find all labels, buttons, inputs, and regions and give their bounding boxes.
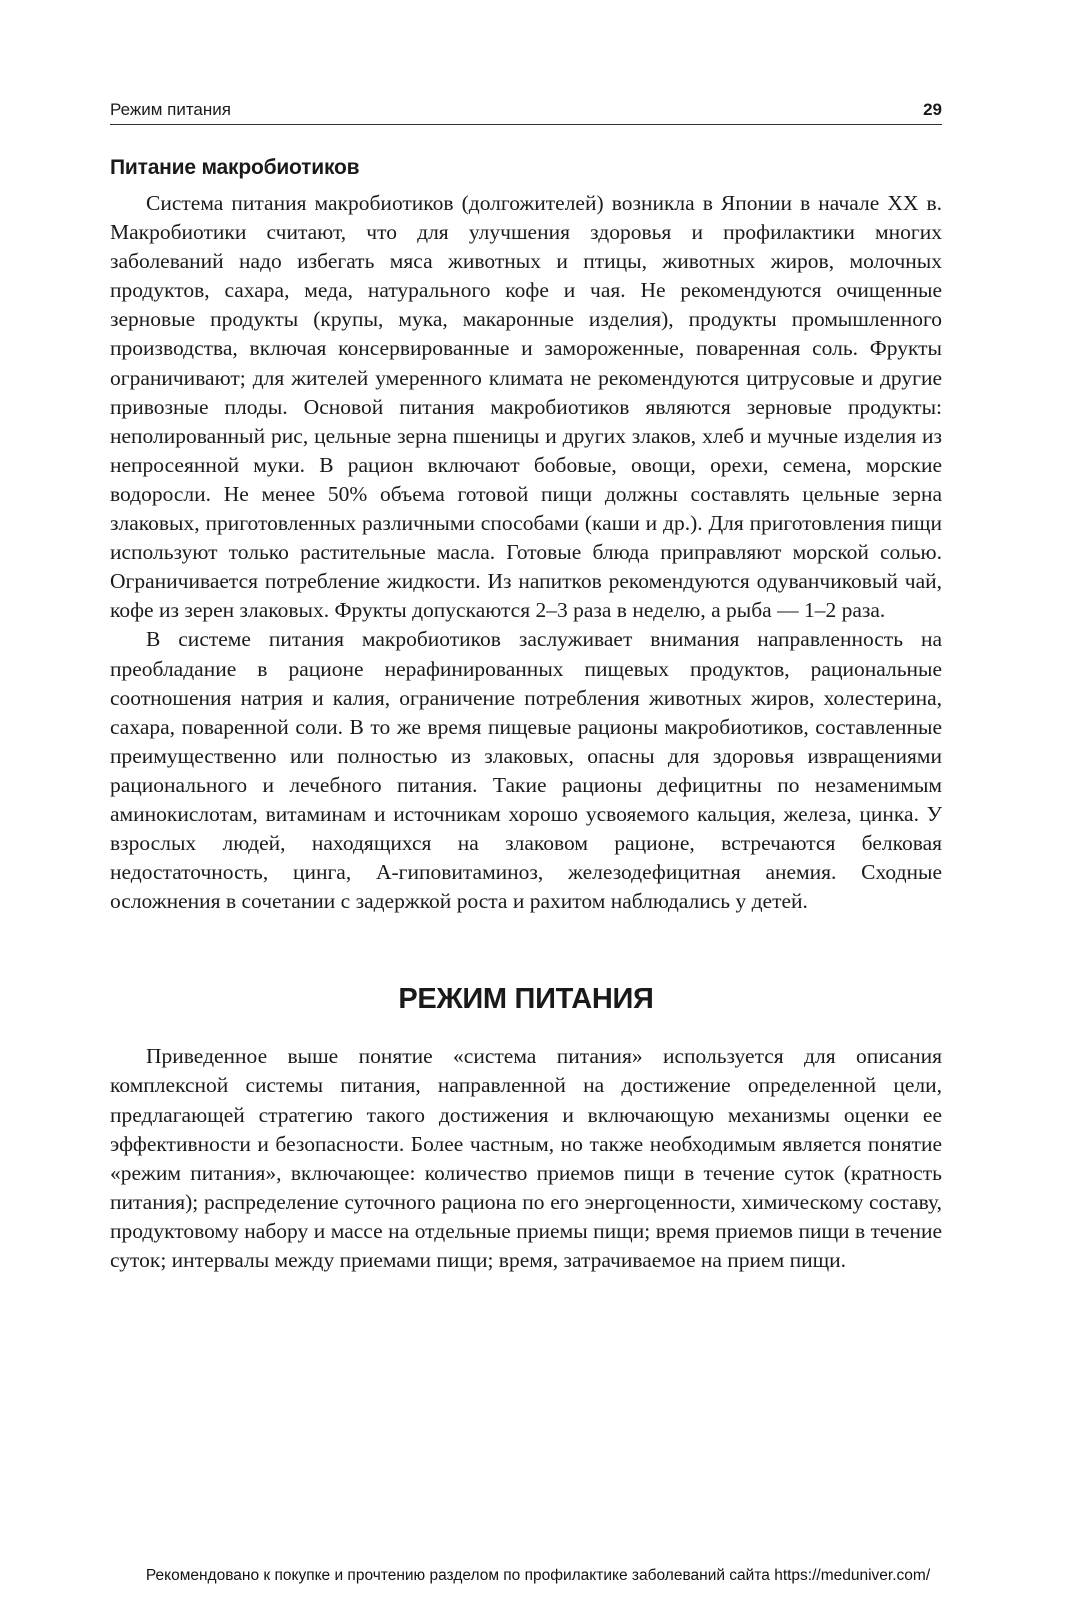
running-title: Режим питания (110, 100, 231, 119)
running-header (110, 94, 942, 125)
chapter-heading: РЕЖИМ ПИТАНИЯ (398, 983, 654, 1016)
book-page (110, 94, 942, 1275)
page-number: 29 (923, 100, 942, 119)
section-paragraph-1: Система питания макробиотиков (долгожителей) возникла в Японии в начале XX в. Макробиотики считают, что для улучшения здоровья и профилактики многих заболеваний надо избегать мяса животных и птицы, животных жиров, молочных продуктов, сахара, меда, натурального кофе и чая. Не рекомендуются очищенные зерновые продукты (крупы, мука, макаронные изделия), продукты промышленного производства, включая консервированные и замороженные, поваренная соль. Фрукты ограничивают; для жителей умеренного климата не рекомендуются цитрусовые и другие привозные плоды. Основой питания макробиотиков являются зерновые продукты: неполированный рис, цельные зерна пшеницы и других злаков, хлеб и мучные изделия из непросеянной муки. В рацион включают бобовые, овощи, орехи, семена, морские водоросли. Не менее 50% объема готовой пищи должны составлять цельные зерна злаковых, приготовленных различными способами (каши и др.). Для приготовления пищи используют только растительные масла. Готовые блюда приправляют морской солью. Ограничивается потребление жидкости. Из напитков рекомендуются одуванчиковый чай, кофе из зерен злаковых. Фрукты допускаются 2–3 раза в неделю, а рыба — 1–2 раза. (110, 191, 942, 623)
section-paragraph-2: В системе питания макробиотиков заслуживает внимания направленность на преобладание в рационе нерафинированных пищевых продуктов, рациональные соотношения натрия и калия, ограничение потребления животных жиров, холестерина, сахара, поваренной соли. В то же время пищевые рационы макробиотиков, составленные преимущественно или полностью из злаковых, опасны для здоровья извращениями рационального и лечебного питания. Такие рационы дефицитны по незаменимым аминокислотам, витаминам и источникам хорошо усвояемого кальция, железа, цинка. У взрослых людей, находящихся на злаковом рационе, встречаются белковая недостаточность, цинга, А-гиповитаминоз, железодефицитная анемия. Сходные осложнения в сочетании с задержкой роста и рахитом наблюдались у детей. (110, 627, 942, 914)
chapter-paragraph-1: Приведенное выше понятие «система питания» используется для описания комплексной системы питания, направленной на достижение определенной цели, предлагающей стратегию такого достижения и включающую механизмы оценки ее эффективности и безопасности. Более частным, но также необходимым является понятие «режим питания», включающее: количество приемов пищи в течение суток (кратность питания); распределение суточного рациона по его энергоценности, химическому составу, продуктовому набору и массе на отдельные приемы пищи; время приемов пищи в течение суток; интервалы между приемами пищи; время, затрачиваемое на прием пищи. (110, 1044, 942, 1272)
footer-note: Рекомендовано к покупке и прочтению разделом по профилактике заболеваний сайта https://meduniver.com/ (145, 1567, 931, 1584)
section-heading: Питание макробиотиков (110, 156, 360, 179)
